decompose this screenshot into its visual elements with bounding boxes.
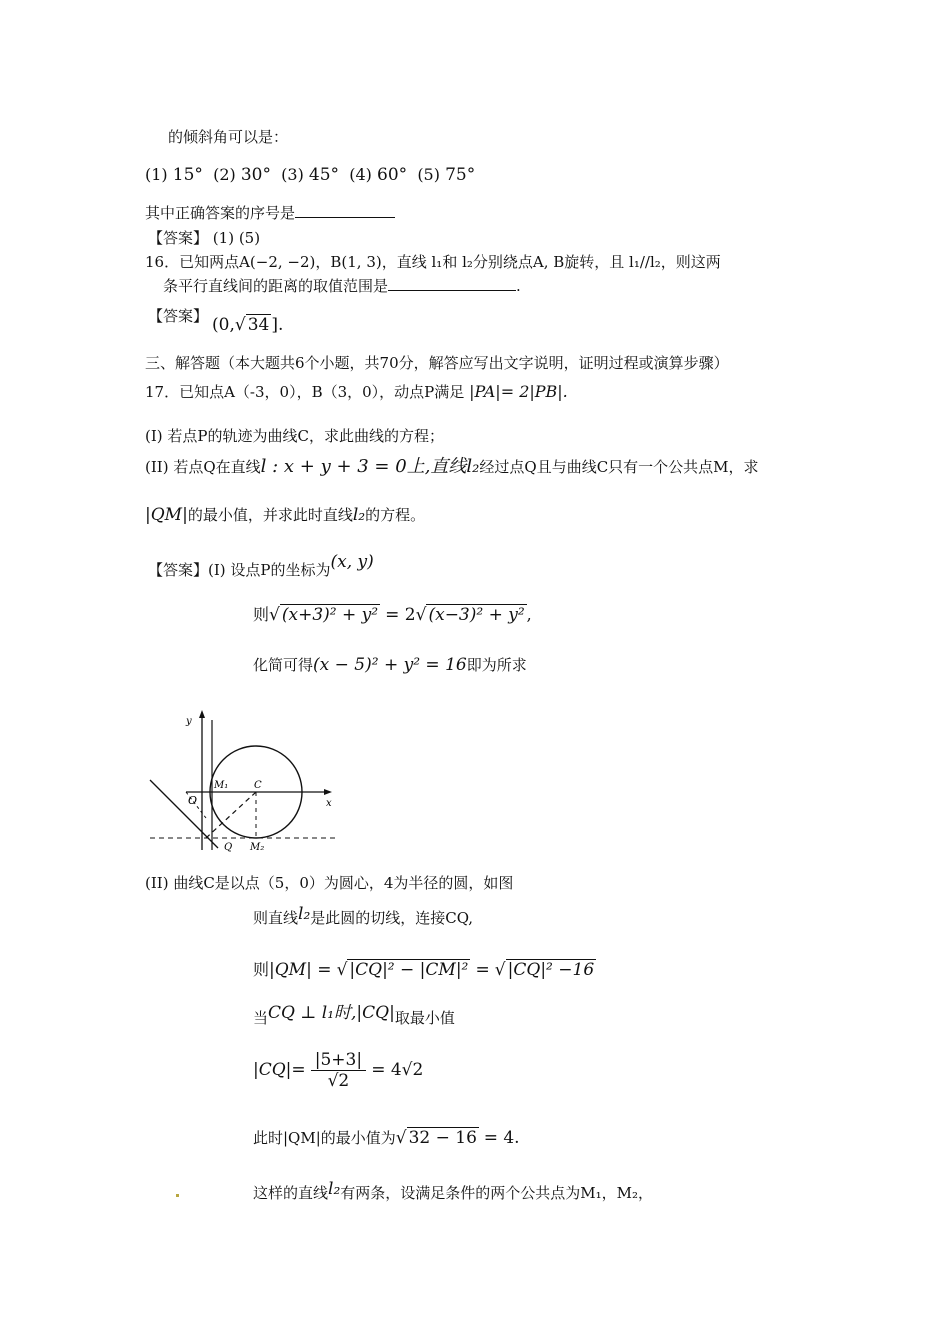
option-1-val: 15°	[172, 165, 203, 185]
q17-part2-line2	[145, 505, 425, 525]
simplify-text: 化简可得	[253, 656, 314, 674]
two-a: 这样的直线	[253, 1184, 329, 1202]
q16-line1: 16．已知两点A(−2, −2)，B(1, 3)，直线 l₁和 l₂分别绕点A, B旋转，且 l₁//l₂，则这两	[145, 253, 721, 271]
period: .	[516, 277, 521, 295]
answer-blank	[388, 290, 516, 291]
q15-prompt-line	[145, 203, 395, 223]
option-4-val: 60°	[377, 165, 408, 185]
line-l2: l₂	[328, 1179, 341, 1199]
label-m1: M₁	[214, 780, 229, 791]
q17-part2-a: (II) 若点Q在直线	[145, 458, 261, 476]
radicand: 34	[247, 315, 270, 335]
label-m2: M₂	[250, 842, 265, 853]
ans17-qm-eq: 则|QM| = √ |CQ|² − |CM|² = √ |CQ|² −16	[253, 960, 595, 980]
ans17-tangent	[253, 904, 474, 928]
then-text: 则	[253, 960, 270, 979]
q15-prompt: 其中正确答案的序号是	[145, 204, 296, 222]
q15-answer: (1) (5)	[212, 229, 261, 247]
q15-answer-line	[148, 228, 260, 248]
min-text: 取最小值	[394, 1009, 455, 1027]
answer-post: ].	[271, 315, 284, 335]
option-5-num: (5)	[417, 165, 440, 184]
line-l2: l₂	[298, 904, 311, 924]
y-arrow	[199, 710, 205, 718]
q17-part2-c2: 的最小值，并求此时直线	[187, 506, 353, 524]
ans17-cq	[253, 1050, 423, 1098]
line-equation: l : x + y + 3 = 0上,直线l₂	[260, 456, 480, 477]
qm-radicand1: |CQ|² − |CM|²	[349, 960, 469, 980]
denominator: √2	[327, 1071, 350, 1091]
option-3-val: 45°	[308, 165, 340, 185]
option-1-num: (1)	[145, 165, 168, 184]
label-c: C	[254, 780, 262, 791]
tangent-a: 则直线	[253, 909, 299, 927]
min-radicand: 32 − 16	[408, 1128, 477, 1148]
q16-line2-text: 条平行直线间的距离的取值范围是	[163, 277, 389, 295]
sqrt-symbol: √	[234, 315, 246, 335]
min-a: 此时|QM|的最小值为	[253, 1129, 396, 1147]
q15-line1: 的倾斜角可以是：	[168, 128, 289, 146]
perp-condition: CQ ⊥ l₁时,|CQ|	[268, 1003, 395, 1023]
qm-radicand2: |CQ|² −16	[507, 960, 595, 980]
radicand-left: (x+3)² + y²	[281, 605, 379, 625]
when-text: 当	[253, 1009, 269, 1027]
line-l2: l₂	[352, 505, 366, 525]
q17-part2-b: 经过点Q且与曲线C只有一个公共点M，求	[479, 458, 759, 476]
answer-blank	[295, 217, 395, 218]
q17-part2-c4: 的方程。	[365, 506, 426, 524]
cq-rhs: = 4√2	[371, 1060, 424, 1080]
q16-answer-line	[148, 306, 208, 326]
option-4-num: (4)	[349, 165, 372, 184]
label-y: y	[186, 716, 192, 727]
comma: ,	[526, 605, 532, 624]
section-heading: 三、解答题（本大题共6个小题，共70分，解答应写出文字说明，证明过程或演算步骤）	[145, 354, 729, 372]
answer-label: 【答案】	[148, 307, 209, 325]
ans17-two	[253, 1179, 654, 1203]
cq-fraction	[311, 1050, 366, 1091]
cq-lhs: |CQ|=	[253, 1060, 306, 1080]
point-coords: (x, y)	[330, 552, 374, 572]
label-o: O	[188, 794, 198, 807]
q16-line2	[163, 276, 521, 296]
q15-options	[145, 165, 475, 185]
label-q: Q	[224, 842, 233, 853]
q17-line1	[145, 382, 568, 402]
tangent-b: 是此圆的切线，连接CQ,	[310, 909, 474, 927]
result-text: 即为所求	[466, 656, 527, 674]
radicand-right: (x−3)² + y²	[428, 605, 525, 625]
ans17-eq1: 则√ (x+3)² + y² = 2√ (x−3)² + y² ,	[253, 605, 532, 625]
option-2-num: (2)	[213, 165, 236, 184]
answer-pre: (0,	[212, 315, 235, 335]
ans17-min: 此时|QM|的最小值为√ 32 − 16 = 4.	[253, 1128, 520, 1148]
ans17-line1	[148, 552, 374, 580]
equals: =	[475, 960, 490, 980]
ans17-p1: (I) 设点P的坐标为	[208, 561, 331, 579]
option-5-val: 75°	[445, 165, 476, 185]
ans17-when	[253, 1003, 455, 1028]
equals-2: = 2	[385, 605, 416, 625]
option-3-num: (3)	[281, 165, 304, 184]
numerator: |5+3|	[311, 1050, 366, 1071]
q16-answer	[212, 315, 283, 335]
min-result: = 4.	[483, 1128, 520, 1148]
qm-lhs: |QM| =	[269, 960, 332, 980]
then-text: 则	[253, 605, 270, 624]
q17-part2-line	[145, 457, 759, 477]
ans17-p2: (II) 曲线C是以点（5，0）为圆心，4为半径的圆，如图	[145, 874, 514, 892]
stray-dot	[176, 1194, 179, 1197]
answer-label: 【答案】	[148, 229, 209, 247]
label-x: x	[326, 798, 332, 809]
answer-label: 【答案】	[148, 561, 209, 579]
two-b: 有两条，设满足条件的两个公共点为M₁，M₂，	[340, 1184, 654, 1202]
q17-condition: |PA|= 2|PB|.	[469, 382, 568, 401]
qm-length: |QM|	[145, 505, 188, 525]
option-2-val: 30°	[240, 165, 271, 185]
q17-stem: 17．已知点A（-3，0），B（3，0），动点P满足	[145, 383, 465, 401]
circle-equation: (x − 5)² + y² = 16	[313, 655, 467, 675]
x-arrow	[324, 789, 332, 795]
q17-part1: (I) 若点P的轨迹为曲线C，求此曲线的方程；	[145, 427, 444, 445]
ans17-eq2	[253, 655, 527, 675]
circle-figure	[148, 708, 346, 854]
